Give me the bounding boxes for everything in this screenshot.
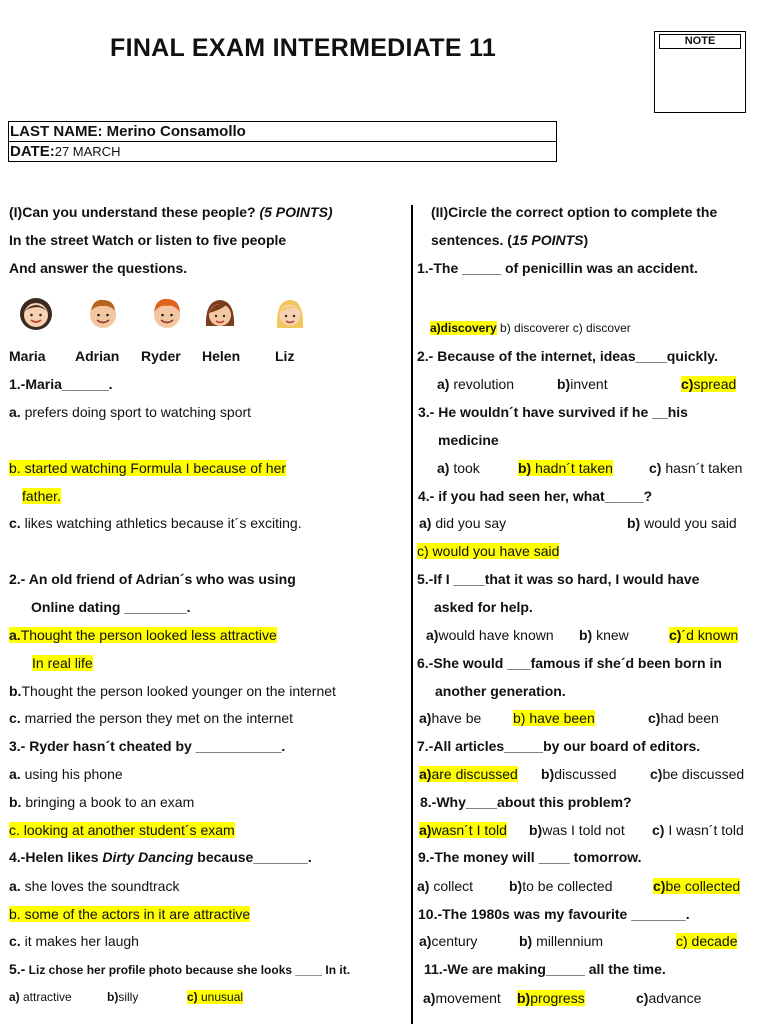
option-text: movement (435, 990, 501, 1006)
option-text: discussed (554, 766, 617, 782)
option-letter: b) (509, 878, 523, 894)
stem-number: 5.- (9, 961, 26, 977)
option-letter: c. (9, 933, 21, 949)
right-q10-option-a[interactable] (419, 933, 477, 949)
left-q1-option-b[interactable] (9, 460, 286, 476)
right-section-text: sentences. ( (431, 232, 512, 248)
option-text: unusual (197, 990, 244, 1004)
option-text: likes watching athletics because it´s exciting. (20, 515, 302, 531)
option-letter: a) (423, 990, 436, 1006)
left-q1-option-b-cont (22, 488, 61, 504)
option-letter: c) (669, 627, 682, 643)
option-letter: a) (437, 376, 450, 392)
right-q8-option-c[interactable] (652, 822, 744, 838)
option-letter: a) (419, 933, 432, 949)
option-letter: a) (9, 990, 20, 1004)
stem-film-title: Dirty Dancing (102, 849, 194, 865)
option-letter: c) (649, 460, 662, 476)
option-letter: a) (426, 627, 439, 643)
right-q3-option-c[interactable] (649, 460, 742, 476)
left-section-title (9, 204, 333, 220)
right-section-title: (II)Circle the correct option to complete the (431, 204, 718, 220)
left-q4-stem (9, 849, 312, 865)
left-q5-option-a[interactable] (9, 990, 72, 1004)
option-letter: c) (650, 766, 663, 782)
left-q4-option-c[interactable] (9, 933, 139, 949)
option-text: be collected (665, 878, 741, 894)
right-q11-option-a[interactable] (423, 990, 501, 1006)
option-text: would you said (640, 515, 737, 531)
option-text: century (431, 933, 478, 949)
right-q1-option-a[interactable]: a)discovery (430, 321, 497, 335)
right-q5-option-a[interactable] (426, 627, 554, 643)
right-q7-stem: 7.-All articles_____by our board of editors. (417, 738, 701, 754)
option-letter: a) (437, 460, 450, 476)
right-q4-option-c[interactable] (417, 543, 559, 559)
right-q9-stem: 9.-The money will ____ tomorrow. (418, 849, 642, 865)
left-q1-stem: 1.-Maria______. (9, 376, 113, 392)
right-q8-option-b[interactable] (529, 822, 625, 838)
left-intro-line-1: In the street Watch or listen to five people (9, 232, 287, 248)
person-name: Ryder (141, 348, 181, 364)
option-letter: a. (9, 627, 21, 643)
left-q2-option-a[interactable] (9, 627, 277, 643)
last-name-label: LAST NAME: (10, 123, 107, 140)
option-text: Thought the person looked less attractive (20, 627, 277, 643)
right-q2-option-c[interactable] (681, 376, 736, 392)
option-text-highlighted: b. started watching Formula I because of her (9, 460, 287, 476)
note-box (654, 31, 746, 113)
option-letter: b) (519, 933, 533, 949)
right-q3-option-a[interactable] (437, 460, 480, 476)
right-q8-stem: 8.-Why____about this problem? (420, 794, 632, 810)
option-text-highlighted: In real life (32, 655, 93, 671)
right-q8-option-a[interactable] (419, 822, 507, 838)
date-value: 27 MARCH (54, 144, 121, 159)
option-text: did you say (431, 515, 507, 531)
last-name-row (9, 122, 556, 141)
option-text-highlighted: c) decade (676, 933, 738, 949)
right-q1-stem: 1.-The _____ of penicillin was an accident. (417, 260, 698, 276)
option-text: be discussed (662, 766, 745, 782)
option-text: collect (429, 878, 474, 894)
right-q7-option-b[interactable] (541, 766, 616, 782)
right-q4-option-a[interactable] (419, 515, 506, 531)
left-q5-option-b[interactable] (107, 990, 138, 1004)
right-q11-option-c[interactable] (636, 990, 701, 1006)
option-text: silly (118, 990, 139, 1004)
right-q6-option-a[interactable] (419, 710, 481, 726)
left-q4-option-b[interactable] (9, 906, 250, 922)
option-letter: c) (187, 990, 198, 1004)
option-text: hasn´t taken (661, 460, 743, 476)
option-text: bringing a book to an exam (21, 794, 195, 810)
option-text: wasn´t I told (431, 822, 507, 838)
option-text-highlighted: c) would you have said (417, 543, 560, 559)
left-q2-option-c[interactable] (9, 710, 293, 726)
right-q3-option-b[interactable] (518, 460, 613, 476)
stem-text: because_______. (193, 849, 312, 865)
left-q1-option-a[interactable] (9, 404, 251, 420)
option-text: attractive (19, 990, 72, 1004)
left-q3-option-a[interactable] (9, 766, 123, 782)
exam-title: FINAL EXAM INTERMEDIATE 11 (110, 34, 497, 62)
option-text: are discussed (431, 766, 518, 782)
note-label: NOTE (659, 34, 741, 49)
right-q2-option-a[interactable] (437, 376, 514, 392)
option-letter: b. (9, 794, 22, 810)
option-letter: a. (9, 404, 21, 420)
left-q3-option-b[interactable] (9, 794, 194, 810)
option-letter: b) (518, 460, 532, 476)
date-label: DATE: (10, 143, 55, 160)
right-q11-stem: 11.-We are making_____ all the time. (424, 961, 666, 977)
person-name: Maria (9, 348, 46, 364)
right-q1-options-rest[interactable]: b) discoverer c) discover (496, 321, 631, 335)
option-text: knew (592, 627, 629, 643)
right-q2-stem: 2.- Because of the internet, ideas____quickly. (417, 348, 718, 364)
option-text: invent (570, 376, 608, 392)
option-letter: c) (653, 878, 666, 894)
ryder-avatar-icon (150, 296, 184, 330)
option-text: would have known (438, 627, 554, 643)
option-text: took (449, 460, 480, 476)
right-q10-option-b[interactable] (519, 933, 603, 949)
option-text-highlighted: b) have been (513, 710, 595, 726)
right-q2-option-b[interactable] (557, 376, 608, 392)
right-q4-stem: 4.- if you had seen her, what_____? (418, 488, 653, 504)
option-text: I wasn´t told (664, 822, 744, 838)
option-letter: a) (419, 515, 432, 531)
right-q5-option-b[interactable] (579, 627, 629, 643)
right-q5-option-c[interactable] (669, 627, 738, 643)
option-text: millennium (532, 933, 604, 949)
right-q7-option-c[interactable] (650, 766, 744, 782)
option-text: married the person they met on the internet (20, 710, 294, 726)
option-text: have be (431, 710, 482, 726)
right-q5-stem-cont: asked for help. (434, 599, 533, 615)
option-letter: c. (9, 710, 21, 726)
left-q2-stem: 2.- An old friend of Adrian´s who was using (9, 571, 296, 587)
option-text: prefers doing sport to watching sport (20, 404, 252, 420)
option-text: to be collected (522, 878, 613, 894)
date-row (9, 141, 556, 161)
left-q2-stem-cont: Online dating ________. (31, 599, 191, 615)
right-q1-options (430, 321, 631, 335)
option-letter: a. (9, 878, 21, 894)
person-name: Helen (202, 348, 241, 364)
option-letter: b. (9, 683, 22, 699)
option-letter: a. (9, 766, 21, 782)
option-text: using his phone (20, 766, 123, 782)
right-q3-stem: 3.- He wouldn´t have survived if he __his (418, 404, 688, 420)
left-intro-line-2: And answer the questions. (9, 260, 188, 276)
option-text: revolution (449, 376, 515, 392)
option-letter: a) (419, 822, 432, 838)
right-q9-option-b[interactable] (509, 878, 613, 894)
option-letter: c) (681, 376, 694, 392)
left-q4-option-a[interactable] (9, 878, 179, 894)
right-q6-stem: 6.-She would ___famous if she´d been born in (417, 655, 722, 671)
option-text-highlighted: c. looking at another student´s exam (9, 822, 235, 838)
option-letter: c. (9, 515, 21, 531)
option-text: hadn´t taken (531, 460, 613, 476)
right-section-text: ) (583, 232, 589, 248)
helen-avatar-icon (203, 296, 237, 330)
option-letter: b) (627, 515, 641, 531)
option-text: was I told not (542, 822, 625, 838)
right-q7-option-a[interactable] (419, 766, 518, 782)
right-q6-stem-cont: another generation. (435, 683, 566, 699)
right-q6-option-b[interactable] (513, 710, 595, 726)
option-letter: b) (529, 822, 543, 838)
option-letter: a) (417, 878, 430, 894)
stem-text: 4.-Helen likes (9, 849, 103, 865)
stem-text: Liz chose her profile photo because she looks ____ In it. (25, 963, 351, 977)
left-q1-option-c[interactable] (9, 515, 302, 531)
right-q11-option-b[interactable] (517, 990, 585, 1006)
option-text: she loves the soundtrack (20, 878, 180, 894)
right-q9-option-c[interactable] (653, 878, 740, 894)
person-name: Liz (275, 348, 295, 364)
right-q3-stem-cont: medicine (438, 432, 499, 448)
option-letter: b) (107, 990, 119, 1004)
option-text: Thought the person looked younger on the internet (21, 683, 336, 699)
option-letter: a) (419, 710, 432, 726)
option-text: had been (660, 710, 719, 726)
option-text: spread (693, 376, 737, 392)
option-text: advance (648, 990, 702, 1006)
option-letter: b) (579, 627, 593, 643)
right-q5-stem: 5.-If I ____that it was so hard, I would have (417, 571, 700, 587)
option-letter: c) (652, 822, 665, 838)
person-name: Adrian (75, 348, 120, 364)
liz-avatar-icon (273, 296, 307, 330)
left-q3-option-c[interactable] (9, 822, 235, 838)
left-section-points: (5 POINTS) (259, 204, 333, 220)
adrian-avatar-icon (86, 296, 120, 330)
right-q4-option-b[interactable] (627, 515, 737, 531)
last-name-value: Merino Consamollo (106, 123, 246, 140)
option-text: it makes her laugh (20, 933, 139, 949)
option-text-highlighted: father. (22, 488, 61, 504)
option-letter: b) (557, 376, 571, 392)
left-q2-option-a-cont (32, 655, 93, 671)
option-letter: a) (419, 766, 432, 782)
right-section-points: 15 POINTS (511, 232, 584, 248)
right-section-title-cont (431, 232, 588, 248)
option-text: progress (530, 990, 585, 1006)
right-q9-option-a[interactable] (417, 878, 473, 894)
maria-avatar-icon (19, 296, 53, 330)
left-q3-stem: 3.- Ryder hasn´t cheated by ___________. (9, 738, 286, 754)
option-letter: c) (636, 990, 649, 1006)
right-q10-option-c[interactable] (676, 933, 737, 949)
option-letter: c) (648, 710, 661, 726)
option-letter: b) (517, 990, 531, 1006)
left-q5-stem (9, 961, 350, 979)
option-letter: b) (541, 766, 555, 782)
option-text: ´d known (681, 627, 739, 643)
student-info-box (8, 121, 557, 162)
left-q2-option-b[interactable] (9, 683, 336, 699)
left-section-title-text: (I)Can you understand these people? (9, 204, 260, 220)
option-text-highlighted: b. some of the actors in it are attractive (9, 906, 251, 922)
column-divider (411, 205, 413, 1024)
right-q6-option-c[interactable] (648, 710, 719, 726)
left-q5-option-c[interactable] (187, 990, 243, 1004)
right-q10-stem: 10.-The 1980s was my favourite _______. (418, 906, 690, 922)
